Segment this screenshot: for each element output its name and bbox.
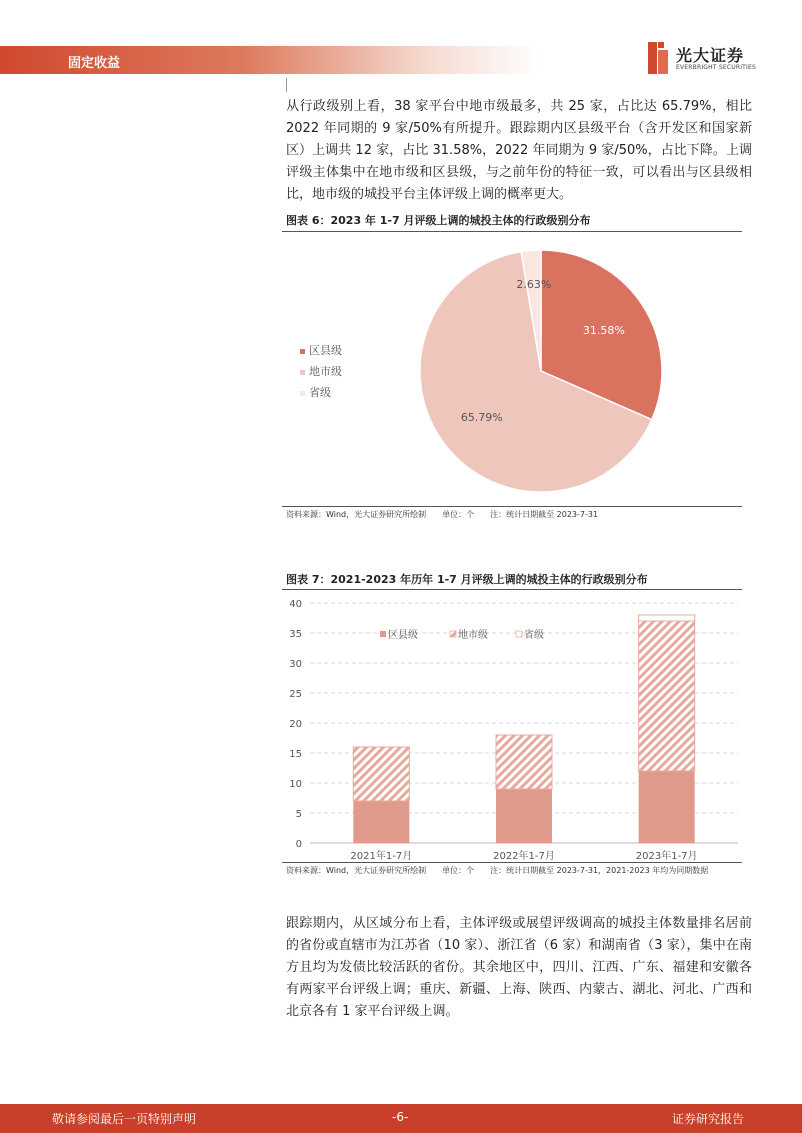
bar-legend-swatch-2 (516, 631, 522, 637)
figure6-bottom-rule (282, 506, 742, 507)
pie-chart (410, 240, 672, 502)
bar-0-0 (353, 801, 409, 843)
bar-1-1 (496, 735, 552, 789)
paragraph-1: 从行政级别上看，38 家平台中地市级最多，共 25 家，占比达 65.79%，相比 2022 年同期的 9 家/50%有所提升。跟踪期内区县级平台（含开发区和国家新区）上调共 12 家，占比 31.58%，2022 年同期为 9 家/50%，占比下降。上调评级主体集中在地市级和区县级，与之前年份的特征一致，可以看出与区县级相比，地市级的城投平台主体评级上调的概率更大。 (286, 99, 752, 202)
y-tick-label-2: 10 (289, 779, 302, 790)
logo-mark-icon (648, 42, 668, 74)
pie-legend-province-label: 省级 (309, 386, 331, 399)
paragraph-2: 跟踪期内，从区域分布上看，主体评级或展望评级调高的城投主体数量排名居前的省份或直辖市为江苏省（10 家）、浙江省（6 家）和湖南省（3 家），集中在南方且均为发债比较活跃的省份。其余地区中，四川、江西、广东、福建和安徽各有两家平台评级上调；重庆、新疆、上海、陕西、内蒙古、湖北、河北、广西和北京各有 1 家平台评级上调。 (286, 916, 752, 1019)
logo (648, 42, 758, 78)
footer-disclaimer: 敬请参阅最后一页特别声明 (52, 1112, 197, 1126)
pie-legend-city (300, 363, 342, 379)
bar-2-2 (639, 615, 695, 621)
header-divider (286, 78, 287, 92)
pie-legend-county-swatch (300, 349, 305, 354)
bar-1-0 (496, 789, 552, 843)
figure6-top-rule (282, 231, 742, 232)
bar-2-1 (639, 621, 695, 771)
bar-legend-swatch-1 (450, 631, 456, 637)
y-tick-label-0: 0 (295, 839, 302, 850)
footer-report-type: 证券研究报告 (671, 1112, 744, 1126)
figure7-top-rule (282, 589, 742, 590)
pie-legend-county-label: 区县级 (309, 344, 342, 357)
figure7-bottom-rule (282, 862, 742, 863)
figure7-source: 资料来源：Wind，光大证券研究所绘制 单位：个 注：统计日期截至 2023-7-31，2021-2023 年均为同期数据 (286, 866, 709, 875)
logo-en-text: EVERBRIGHT SECURITIES (676, 64, 756, 71)
bar-0-1 (353, 747, 409, 801)
y-tick-label-5: 25 (289, 689, 302, 700)
x-tick-label-0: 2021年1-7月 (350, 851, 413, 862)
section-label: 固定收益 (68, 56, 121, 71)
y-tick-label-8: 40 (289, 599, 302, 610)
page-number: -6- (392, 1110, 409, 1124)
y-tick-label-7: 35 (289, 629, 302, 640)
bar-legend-swatch-0 (380, 631, 386, 637)
y-tick-label-3: 15 (289, 749, 302, 760)
pie-legend-province-swatch (300, 391, 305, 396)
figure6-title: 图表 6：2023 年 1-7 月评级上调的城投主体的行政级别分布 (286, 214, 591, 227)
pie-label-2: 2.63% (516, 278, 552, 292)
pie-legend-province (300, 384, 331, 400)
bar-chart (282, 592, 744, 862)
x-tick-label-1: 2022年1-7月 (493, 851, 555, 862)
bar-legend-label-1: 地市级 (458, 630, 488, 641)
x-tick-label-2: 2023年1-7月 (635, 851, 698, 862)
pie-legend-city-label: 地市级 (309, 365, 342, 378)
figure7-title: 图表 7：2021-2023 年历年 1-7 月评级上调的城投主体的行政级别分布 (286, 573, 648, 586)
y-tick-label-4: 20 (289, 719, 302, 730)
y-tick-label-6: 30 (289, 659, 302, 670)
pie-legend-city-swatch (300, 370, 305, 375)
figure6-source: 资料来源：Wind，光大证券研究所绘制 单位：个 注：统计日期截至 2023-7-31 (286, 510, 599, 519)
pie-legend-county (300, 342, 342, 358)
pie-label-1: 65.79% (460, 411, 503, 425)
bar-legend-label-2: 省级 (524, 630, 544, 641)
pie-label-0: 31.58% (582, 323, 625, 337)
y-tick-label-1: 5 (295, 809, 302, 820)
bar-legend-label-0: 区县级 (388, 630, 418, 641)
bar-2-0 (639, 771, 695, 843)
logo-cn-text: 光大证券 (676, 46, 745, 65)
